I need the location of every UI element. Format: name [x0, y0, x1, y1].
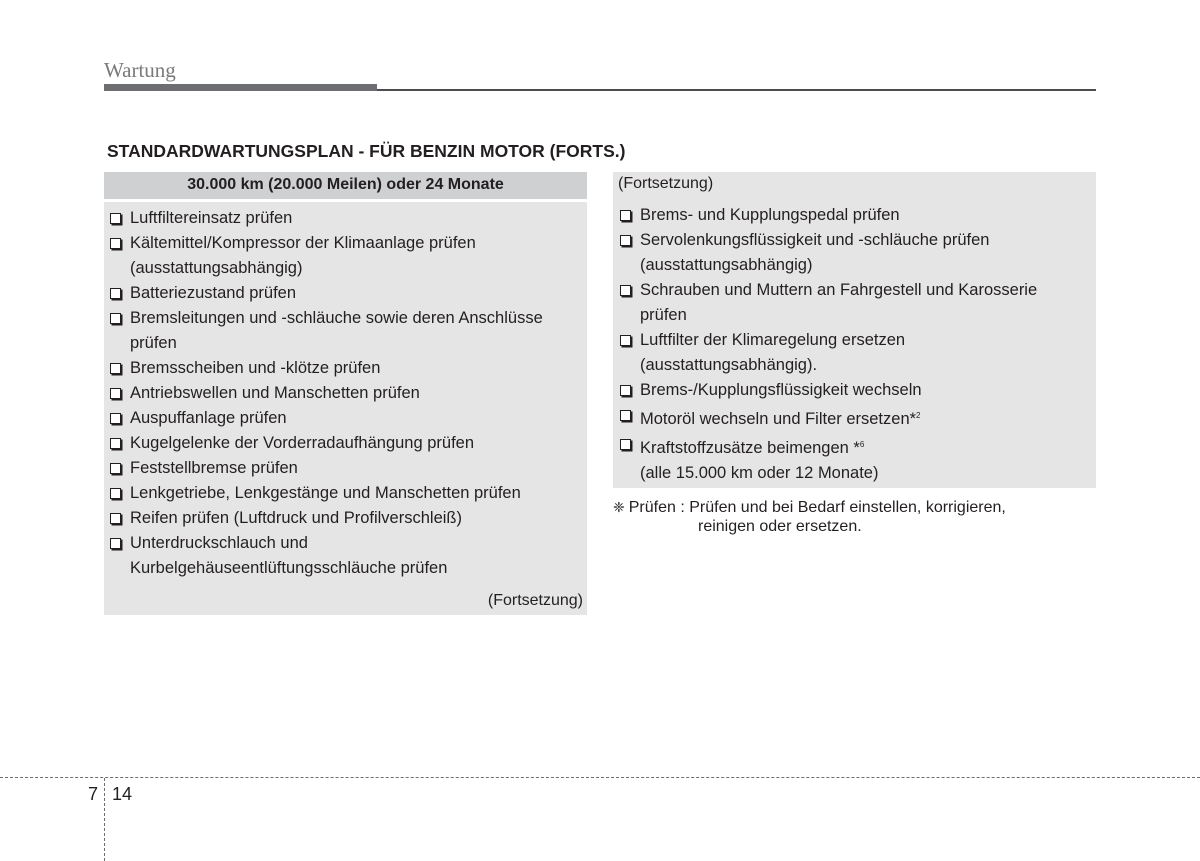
list-item: Motoröl wechseln und Filter ersetzen*$^2$: [618, 403, 1088, 432]
footer-rule: [0, 777, 1200, 778]
list-item: Kältemittel/Kompressor der Klimaanlage prüfen (ausstattungsabhängig): [108, 231, 583, 281]
checkbox-icon: [110, 213, 121, 224]
checkbox-icon: [110, 288, 121, 299]
checkbox-icon: [110, 388, 121, 399]
checkbox-icon: [620, 235, 631, 246]
footnote-ref: 6: [859, 440, 865, 449]
right-checklist: [618, 203, 1088, 486]
checkbox-icon: [110, 313, 121, 324]
list-item: Brems-/Kupplungsflüssigkeit wechseln: [618, 378, 1088, 403]
footnote-text-continued: reinigen oder ersetzen.: [698, 518, 862, 535]
page-heading: STANDARDWARTUNGSPLAN - FÜR BENZIN MOTOR (FORTS.): [107, 141, 626, 161]
list-item: Bremsscheiben und -klötze prüfen: [108, 356, 583, 381]
right-continuation: (Fortsetzung): [618, 175, 714, 192]
checkbox-icon: [110, 363, 121, 374]
checkbox-icon: [110, 538, 121, 549]
checkbox-icon: [620, 385, 631, 396]
list-item: Kraftstoffzusätze beimengen *$^6$ (alle 15.000 km oder 12 Monate): [618, 432, 1088, 486]
checkbox-icon: [620, 410, 631, 421]
left-panel-title: 30.000 km (20.000 Meilen) oder 24 Monate: [104, 172, 587, 202]
list-item: Feststellbremse prüfen: [108, 456, 583, 481]
checkbox-icon: [110, 413, 121, 424]
list-item: Servolenkungsflüssigkeit und -schläuche prüfen (ausstattungsabhängig): [618, 228, 1088, 278]
left-continuation: (Fortsetzung): [487, 592, 583, 609]
asterisk-symbol-icon: ❈: [613, 499, 625, 515]
list-item: Reifen prüfen (Luftdruck und Profilverschleiß): [108, 506, 583, 531]
footnote-label: Prüfen: [628, 499, 676, 516]
checkbox-icon: [110, 463, 121, 474]
page-number: 14: [112, 784, 133, 804]
list-item: Auspuffanlage prüfen: [108, 406, 583, 431]
list-item: Luftfiltereinsatz prüfen: [108, 206, 583, 231]
list-item: Kugelgelenke der Vorderradaufhängung prüfen: [108, 431, 583, 456]
footnote-ref: 2: [916, 411, 921, 420]
footnote-text: Prüfen und bei Bedarf einstellen, korrigieren,: [689, 499, 1006, 516]
list-item: Lenkgetriebe, Lenkgestänge und Manschetten prüfen: [108, 481, 583, 506]
list-item: Unterdruckschlauch und Kurbelgehäuseentlüftungsschläuche prüfen: [108, 531, 583, 581]
header-rule-dark: [104, 84, 377, 91]
checkbox-icon: [620, 335, 631, 346]
list-item: Bremsleitungen und -schläuche sowie deren Anschlüsse prüfen: [108, 306, 583, 356]
footer-divider: [104, 778, 105, 861]
chapter-number: 7: [88, 784, 99, 804]
left-checklist: [108, 206, 583, 581]
list-item: Luftfilter der Klimaregelung ersetzen (ausstattungsabhängig).: [618, 328, 1088, 378]
list-item: Batteriezustand prüfen: [108, 281, 583, 306]
checkbox-icon: [110, 513, 121, 524]
list-item: Schrauben und Muttern an Fahrgestell und Karosserie prüfen: [618, 278, 1088, 328]
checkbox-icon: [110, 238, 121, 249]
checkbox-icon: [620, 285, 631, 296]
list-item: Brems- und Kupplungspedal prüfen: [618, 203, 1088, 228]
section-title: Wartung: [104, 58, 176, 82]
footnote: ❈ Prüfen : Prüfen und bei Bedarf einstellen, korrigieren, reinigen oder ersetzen.: [613, 499, 1006, 535]
checkbox-icon: [110, 438, 121, 449]
checkbox-icon: [110, 488, 121, 499]
checkbox-icon: [620, 210, 631, 221]
checkbox-icon: [620, 439, 631, 450]
header-rule-thin: [377, 89, 1096, 91]
list-item: Antriebswellen und Manschetten prüfen: [108, 381, 583, 406]
